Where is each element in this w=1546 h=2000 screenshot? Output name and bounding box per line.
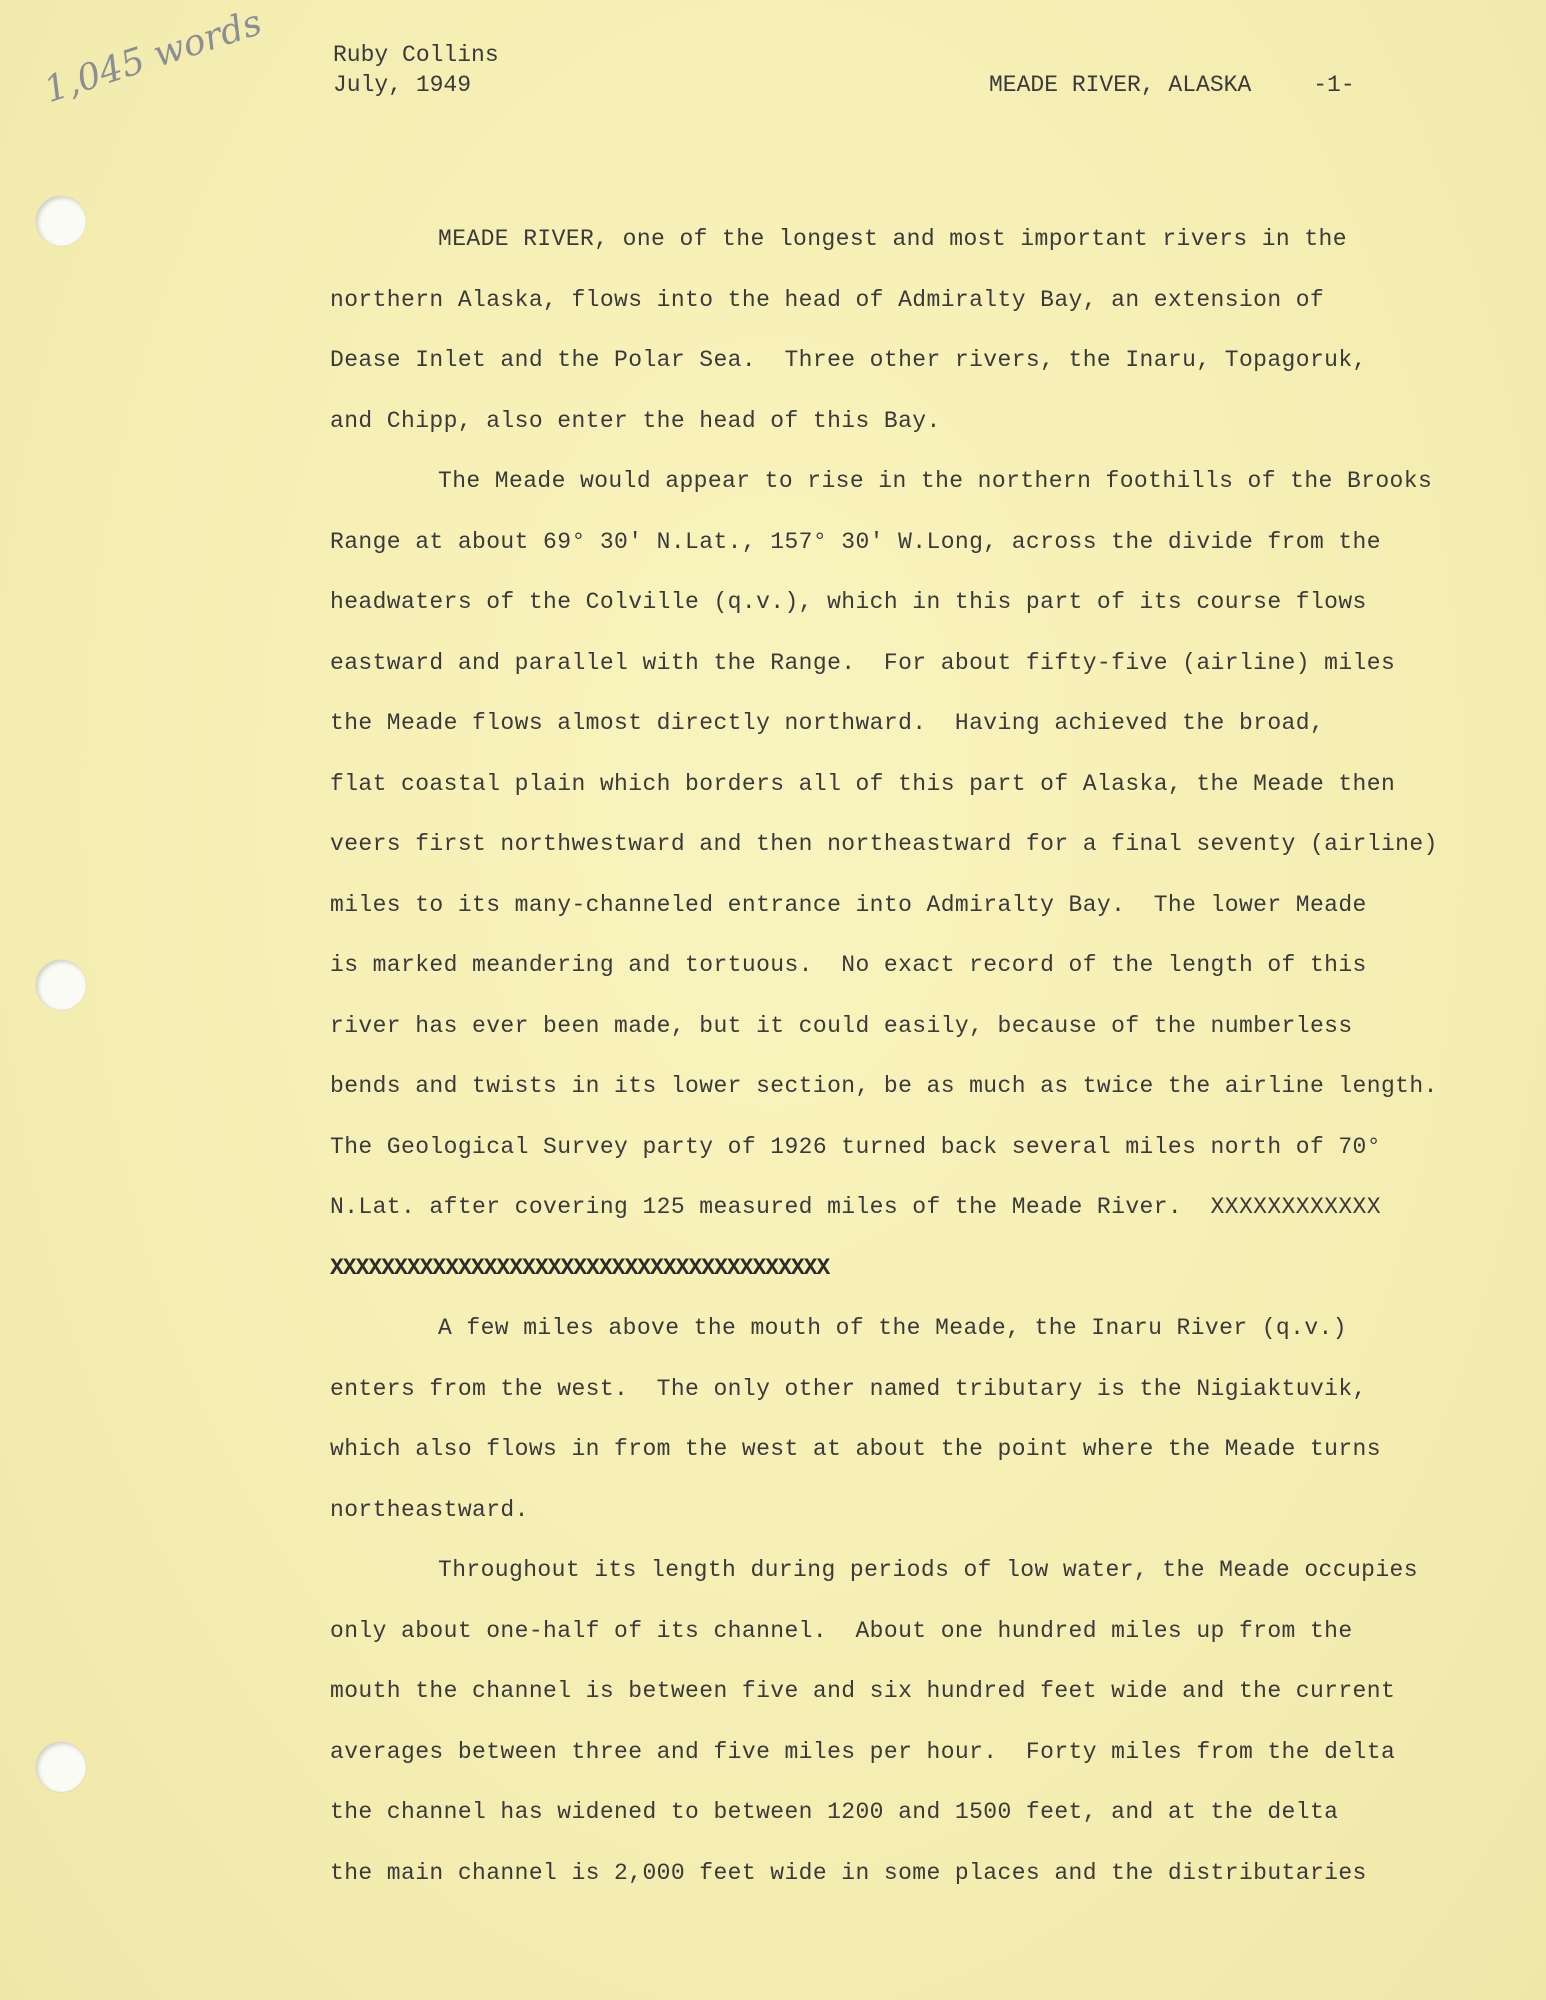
body-text [330, 216, 1530, 1910]
text-line: mouth the channel is between five and six hundred feet wide and the current [330, 1678, 1396, 1704]
text-line: A few miles above the mouth of the Meade, the Inaru River (q.v.) [438, 1315, 1347, 1341]
text-line: and Chipp, also enter the head of this Bay. [330, 407, 941, 434]
text-line: miles to its many-channeled entrance into Admiralty Bay. The lower Meade [330, 891, 1367, 918]
text-line: northern Alaska, flows into the head of Admiralty Bay, an extension of [330, 286, 1325, 313]
text-line: river has ever been made, but it could easily, because of the numberless [330, 1012, 1353, 1039]
text-line: enters from the west. The only other named tributary is the Nigiaktuvik, [330, 1375, 1367, 1402]
text-line: MEADE RIVER, one of the longest and most important rivers in the [438, 226, 1347, 252]
text-line: Dease Inlet and the Polar Sea. Three other rivers, the Inaru, Topagoruk, [330, 347, 1367, 373]
text-line: the main channel is 2,000 feet wide in some places and the distributaries [330, 1859, 1367, 1886]
text-line: only about one-half of its channel. About one hundred miles up from the [330, 1617, 1353, 1644]
author-name: Ruby Collins [333, 42, 499, 68]
punch-hole-top [36, 196, 86, 246]
punch-hole-middle [36, 960, 86, 1010]
text-line: averages between three and five miles per hour. Forty miles from the delta [330, 1738, 1396, 1765]
text-line: northeastward. [330, 1496, 529, 1523]
handwritten-word-count: 1,045 words [39, 2, 267, 112]
text-line: veers first northwestward and then northeastward for a final seventy (airline) [330, 831, 1438, 857]
struck-out-line: XXXXXXXXXXXXXXXXXXXXXXXXXXXXXXXXXXXXXXX [330, 1254, 830, 1281]
text-line: The Meade would appear to rise in the northern foothills of the Brooks [438, 468, 1433, 494]
text-line: which also flows in from the west at about the point where the Meade turns [330, 1436, 1381, 1462]
document-date: July, 1949 [333, 72, 472, 98]
text-line: the Meade flows almost directly northward. Having achieved the broad, [330, 710, 1325, 736]
text-line: is marked meandering and tortuous. No exact record of the length of this [330, 952, 1367, 978]
text-line: Range at about 69° 30' N.Lat., 157° 30' W.Long, across the divide from the [330, 528, 1381, 555]
text-line: bends and twists in its lower section, be as much as twice the airline length. [330, 1073, 1438, 1099]
text-line: the channel has widened to between 1200 and 1500 feet, and at the delta [330, 1799, 1339, 1825]
text-line: eastward and parallel with the Range. For about fifty-five (airline) miles [330, 649, 1396, 676]
text-line: Throughout its length during periods of low water, the Meade occupies [438, 1557, 1418, 1583]
header-author-block [333, 40, 499, 100]
text-line: headwaters of the Colville (q.v.), which in this part of its course flows [330, 589, 1367, 615]
text-line: The Geological Survey party of 1926 turned back several miles north of 70° [330, 1133, 1381, 1160]
punch-hole-bottom [36, 1742, 86, 1792]
header-title-block [989, 70, 1355, 100]
text-line: flat coastal plain which borders all of this part of Alaska, the Meade then [330, 770, 1396, 797]
text-line: N.Lat. after covering 125 measured miles of the Meade River. XXXXXXXXXXXX [330, 1194, 1381, 1220]
page-number: -1- [1313, 72, 1355, 98]
document-title: MEADE RIVER, ALASKA [989, 72, 1252, 98]
